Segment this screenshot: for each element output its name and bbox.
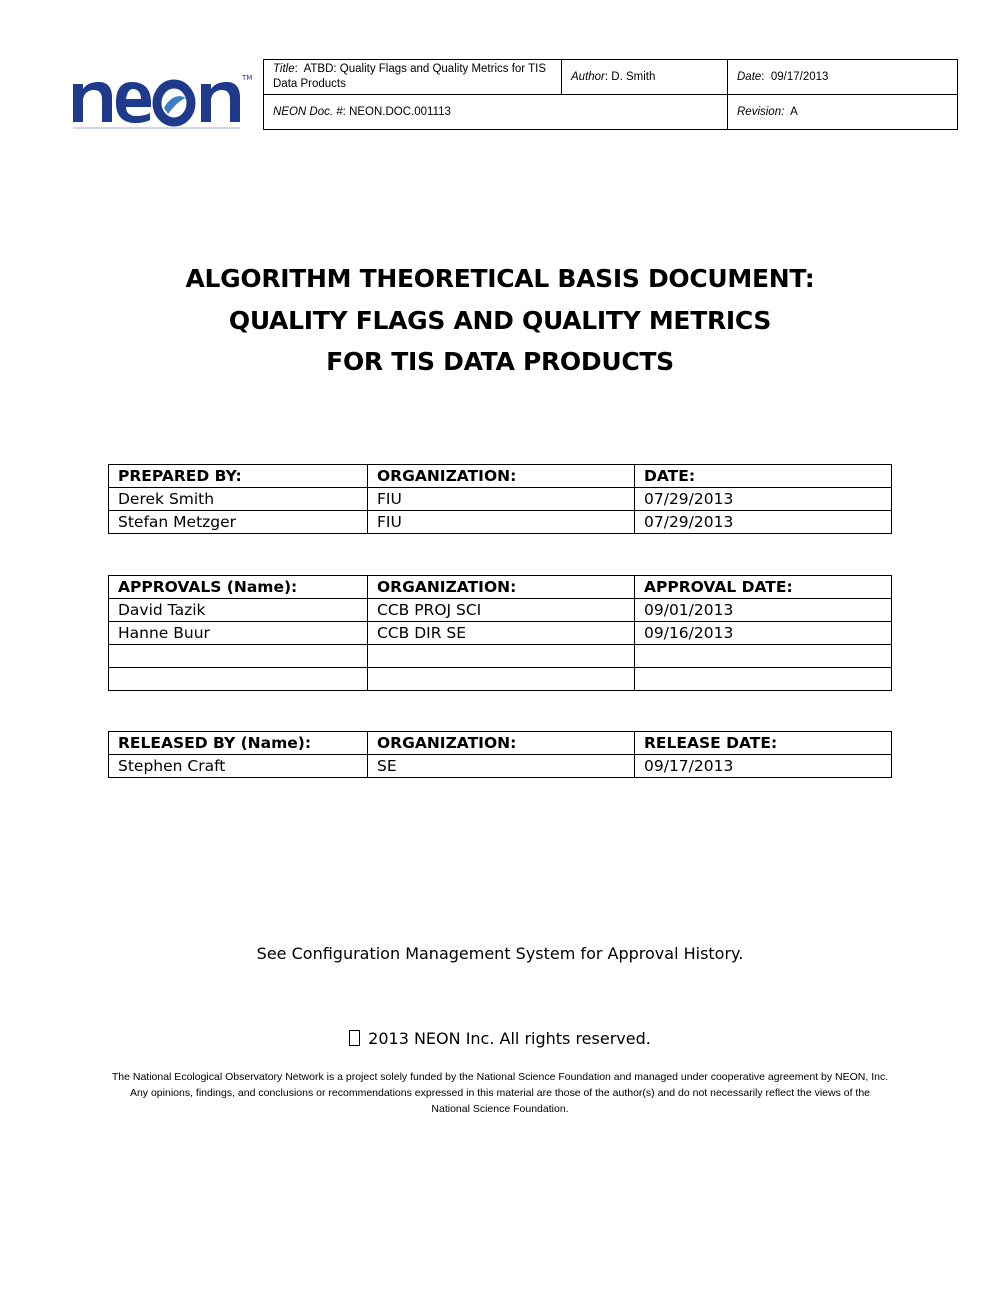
table-cell bbox=[109, 668, 368, 691]
header-author-cell: Author: D. Smith bbox=[562, 60, 728, 95]
table-header: RELEASE DATE: bbox=[635, 732, 892, 755]
table-header: ORGANIZATION: bbox=[368, 576, 635, 599]
neon-logo-graphic bbox=[70, 70, 254, 132]
table-cell: FIU bbox=[368, 511, 635, 534]
table-cell bbox=[635, 645, 892, 668]
table-row bbox=[109, 755, 892, 778]
table-cell: 07/29/2013 bbox=[635, 488, 892, 511]
table-cell: CCB DIR SE bbox=[368, 622, 635, 645]
title-line: QUALITY FLAGS AND QUALITY METRICS bbox=[228, 305, 772, 335]
header-date-cell: Date: 09/17/2013 bbox=[728, 60, 957, 95]
title-line: ALGORITHM THEORETICAL BASIS DOCUMENT: bbox=[185, 264, 815, 293]
table-header: RELEASED BY (Name): bbox=[109, 732, 368, 755]
header-revision-cell bbox=[728, 95, 957, 129]
table-header: ORGANIZATION: bbox=[368, 732, 635, 755]
header-author-value: D. Smith bbox=[611, 70, 656, 83]
table-row bbox=[109, 645, 892, 668]
table-cell: SE bbox=[368, 755, 635, 778]
header-doc-number-cell: NEON Doc. #: NEON.DOC.001113 bbox=[264, 95, 728, 129]
table-cell: 07/29/2013 bbox=[635, 511, 892, 534]
approvals-table bbox=[108, 575, 892, 691]
table-cell: Derek Smith bbox=[109, 488, 368, 511]
configuration-note: See Configuration Management System for Approval History. bbox=[256, 944, 744, 963]
table-header: APPROVAL DATE: bbox=[635, 576, 892, 599]
table-cell bbox=[109, 645, 368, 668]
copyright-symbol-icon bbox=[349, 1030, 360, 1046]
trademark-mark: TM bbox=[242, 74, 253, 82]
table-row bbox=[109, 599, 892, 622]
document-header-table bbox=[263, 59, 958, 130]
header-title-cell: Title: ATBD: Quality Flags and Quality Metrics for TIS Data Products bbox=[264, 60, 562, 95]
table-cell: 09/17/2013 bbox=[635, 755, 892, 778]
document-title bbox=[0, 258, 1000, 383]
table-cell: Stephen Craft bbox=[109, 755, 368, 778]
table-row bbox=[109, 511, 892, 534]
header-author-label: Author bbox=[571, 70, 605, 83]
table-cell: David Tazik bbox=[109, 599, 368, 622]
funding-disclaimer: The National Ecological Observatory Network is a project solely funded by the National Science Foundation and managed under cooperative agreement by NEON, Inc. Any opinions, findings, and conclusions or recommendations expressed in this material are those of the author(s) and do not necessarily reflect the views of the National Science Foundation. bbox=[111, 1071, 889, 1115]
table-row bbox=[109, 668, 892, 691]
table-cell bbox=[368, 645, 635, 668]
header-doc-label: NEON Doc. # bbox=[273, 105, 343, 118]
table-row bbox=[109, 488, 892, 511]
table-cell: CCB PROJ SCI bbox=[368, 599, 635, 622]
copyright-line bbox=[0, 1029, 1000, 1048]
table-header: APPROVALS (Name): bbox=[109, 576, 368, 599]
neon-logo bbox=[70, 70, 254, 132]
header-title-label: Title bbox=[273, 63, 295, 75]
released-by-table bbox=[108, 731, 892, 778]
table-cell bbox=[368, 668, 635, 691]
header-doc-value: NEON.DOC.001113 bbox=[349, 105, 451, 118]
title-line: FOR TIS DATA PRODUCTS bbox=[326, 347, 674, 376]
table-cell: 09/01/2013 bbox=[635, 599, 892, 622]
table-cell: FIU bbox=[368, 488, 635, 511]
table-cell bbox=[635, 668, 892, 691]
header-date-label: Date bbox=[737, 70, 762, 83]
table-row bbox=[109, 622, 892, 645]
table-header: PREPARED BY: bbox=[109, 465, 368, 488]
table-cell: 09/16/2013 bbox=[635, 622, 892, 645]
table-cell: Hanne Buur bbox=[109, 622, 368, 645]
table-header: ORGANIZATION: bbox=[368, 465, 635, 488]
copyright-text: 2013 NEON Inc. All rights reserved. bbox=[368, 1029, 651, 1048]
header-revision-label: Revision: bbox=[737, 105, 785, 118]
table-header: DATE: bbox=[635, 465, 892, 488]
header-title-value: ATBD: Quality Flags and Quality Metrics for TIS Data Products bbox=[273, 63, 547, 90]
prepared-by-table bbox=[108, 464, 892, 534]
header-revision-value: A bbox=[790, 105, 798, 118]
header-date-value: 09/17/2013 bbox=[770, 70, 829, 83]
table-cell: Stefan Metzger bbox=[109, 511, 368, 534]
